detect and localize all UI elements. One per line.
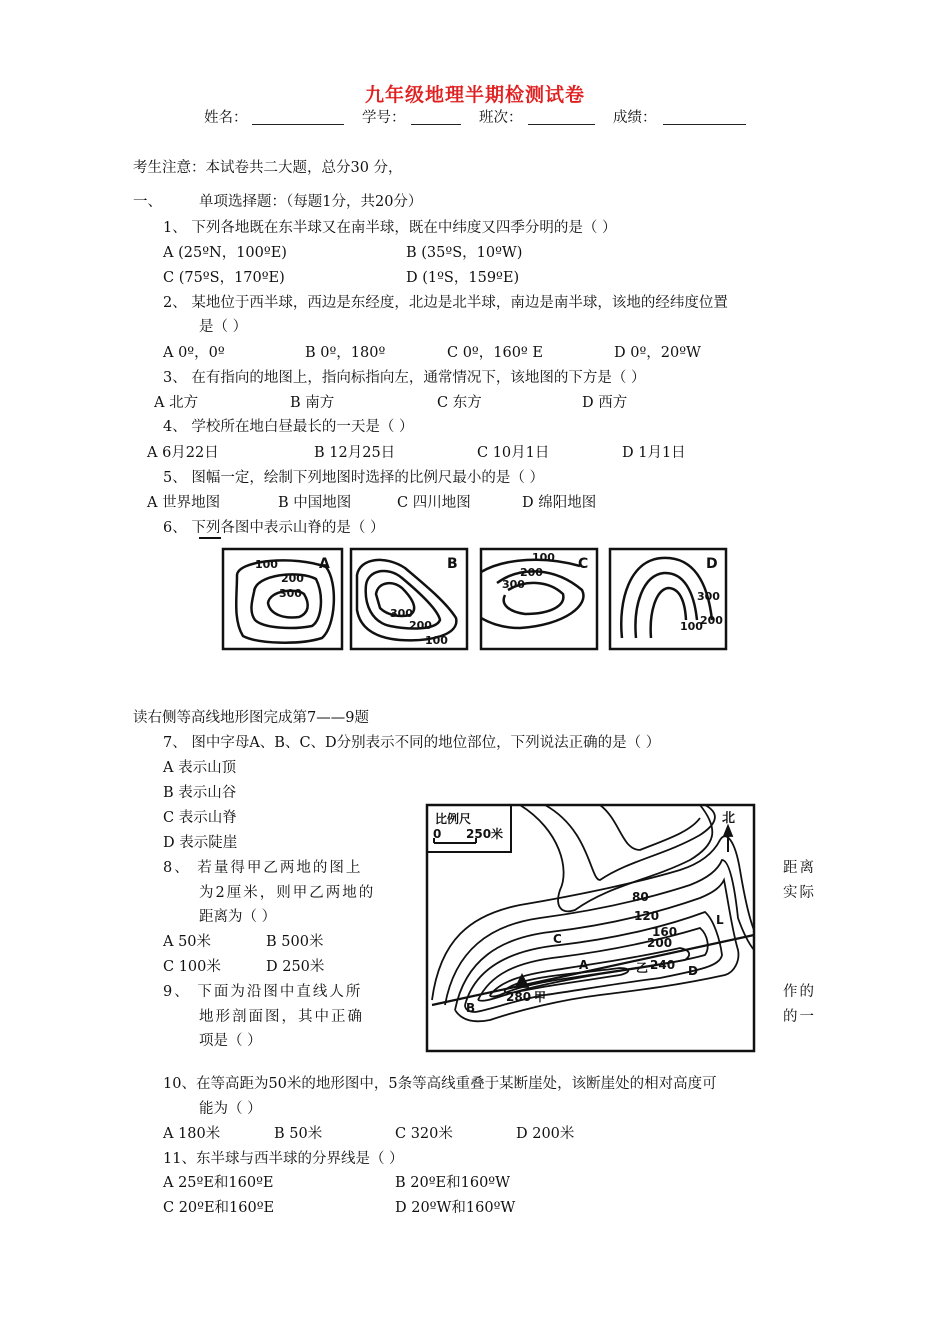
q6d-label-2: 100 [680, 620, 703, 633]
q6b-label-1: 300 [390, 607, 413, 620]
section-title: 单项选择题：（每题1分，共20分） [199, 194, 423, 210]
page-title: 九年级地理半期检测试卷 [364, 84, 585, 106]
q11-option-c: C 20ºE和160ºE [163, 1200, 275, 1216]
point-a-label: A [579, 958, 589, 972]
contour-200: 200 [647, 936, 673, 950]
contour-240: 240 [650, 958, 676, 972]
q11-stem: 11、东半球与西半球的分界线是（ ） [163, 1151, 404, 1167]
q6a-label-1: 100 [255, 558, 278, 571]
q5-option-b: B 中国地图 [278, 495, 352, 511]
north-label: 北 [722, 811, 736, 826]
point-d-label: D [688, 964, 698, 978]
q4-stem: 4、 学校所在地白昼最长的一天是（ ） [163, 419, 414, 435]
q8-option-a: A 50米 [163, 934, 212, 950]
q1-option-d: D (1ºS，159ºE) [406, 270, 520, 286]
q3-option-a: A 北方 [154, 395, 199, 411]
q8-option-d: D 250米 [266, 959, 325, 975]
yi-label: 乙 [636, 961, 649, 975]
q6c-letter: C [578, 556, 589, 572]
q7-stem: 7、 图中字母A、B、C、D分别表示不同的地位部位，下列说法正确的是（ ） [163, 735, 661, 751]
scale-zero: 0 [433, 827, 442, 841]
q6b-label-3: 100 [425, 634, 448, 647]
q3-stem: 3、 在有指向的地图上，指向标指向左，通常情况下，该地图的下方是（ ） [163, 370, 646, 386]
q10-option-d: D 200米 [516, 1126, 575, 1142]
q6d-label-3: 200 [700, 614, 723, 627]
q3-option-d: D 西方 [582, 395, 628, 411]
q9-line1-right: 作的 [783, 984, 816, 1000]
q7-option-b: B 表示山谷 [163, 785, 237, 801]
contour-160: 160 [652, 925, 678, 939]
q1-option-a: A (25ºN，100ºE) [163, 245, 287, 261]
scale-label: 比例尺 [435, 812, 472, 826]
q8-line1-right: 距离 [783, 860, 816, 876]
q10-stem: 10、在等高距为50米的地形图中，5条等高线重叠于某断崖处，该断崖处的相对高度可 [163, 1076, 717, 1092]
name-label: 姓名： [204, 110, 248, 126]
notice-text: 考生注意：本试卷共二大题，总分30 分， [133, 160, 403, 176]
q2-option-a: A 0º，0º [163, 345, 225, 361]
q6a-letter: A [319, 556, 330, 572]
q4-option-b: B 12月25日 [314, 445, 396, 461]
q11-option-b: B 20ºE和160ºW [395, 1175, 511, 1191]
q5-stem: 5、 图幅一定，绘制下列地图时选择的比例尺最小的是（ ） [163, 470, 544, 486]
scale-value: 250米 [466, 827, 504, 841]
contour-80: 80 [632, 890, 649, 904]
point-l-label: L [716, 913, 724, 927]
q10-stem-cont: 能为（ ） [199, 1101, 262, 1117]
q2-stem-cont: 是（ ） [199, 319, 248, 335]
q1-option-b: B (35ºS，10ºW) [406, 245, 523, 261]
q6a-label-2: 200 [281, 572, 304, 585]
q8-line2: 为2厘米，则甲乙两地的 [199, 885, 376, 901]
q6-stem: 6、 下列各图中表示山脊的是（ ） [163, 520, 385, 536]
q9-line1: 9、 下面为沿图中直线人所 [163, 984, 363, 1000]
q10-option-c: C 320米 [395, 1126, 453, 1142]
contour-280: 280 [506, 990, 532, 1004]
read-intro: 读右侧等高线地形图完成第7——9题 [133, 710, 369, 726]
q7-option-a: A 表示山顶 [163, 760, 237, 776]
profile-line [432, 935, 754, 1005]
q11-option-d: D 20ºW和160ºW [395, 1200, 516, 1216]
q6d-letter: D [706, 556, 718, 572]
q2-option-b: B 0º，180º [305, 345, 386, 361]
q9-line3: 项是（ ） [199, 1033, 262, 1049]
q2-option-c: C 0º，160º E [447, 345, 543, 361]
class-label: 班次： [479, 110, 523, 126]
q8-option-b: B 500米 [266, 934, 324, 950]
q5-option-d: D 绵阳地图 [522, 495, 597, 511]
score-label: 成绩： [613, 110, 657, 126]
q7-option-d: D 表示陡崖 [163, 835, 238, 851]
q7-option-c: C 表示山脊 [163, 810, 237, 826]
q6b-letter: B [447, 556, 458, 572]
q2-stem: 2、 某地位于西半球，西边是东经度，北边是北半球，南边是南半球，该地的经纬度位置 [163, 295, 728, 311]
q4-option-c: C 10月1日 [477, 445, 550, 461]
q10-option-b: B 50米 [274, 1126, 323, 1142]
q3-option-c: C 东方 [437, 395, 482, 411]
q9-line2: 地形剖面图，其中正确 [199, 1009, 364, 1025]
jia-label: 甲 [534, 990, 547, 1004]
q1-option-c: C (75ºS，170ºE) [163, 270, 285, 286]
q6c-label-3: 300 [502, 578, 525, 591]
q10-option-a: A 180米 [163, 1126, 221, 1142]
q8-line1: 8、 若量得甲乙两地的图上 [163, 860, 363, 876]
q8-line2-right: 实际 [783, 885, 816, 901]
id-label: 学号： [362, 110, 406, 126]
q11-option-a: A 25ºE和160ºE [163, 1175, 274, 1191]
point-b-label: B [466, 1001, 476, 1015]
q2-option-d: D 0º，20ºW [614, 345, 701, 361]
q6b-label-2: 200 [409, 619, 432, 632]
q5-option-a: A 世界地图 [147, 495, 221, 511]
q3-option-b: B 南方 [290, 395, 335, 411]
q8-option-c: C 100米 [163, 959, 221, 975]
q1-stem: 1、 下列各地既在东半球又在南半球，既在中纬度又四季分明的是（ ） [163, 220, 617, 236]
q6d-label-1: 300 [697, 590, 720, 603]
q9-line2-right: 的一 [783, 1009, 816, 1025]
q8-line3: 距离为（ ） [199, 909, 277, 925]
q5-option-c: C 四川地图 [397, 495, 471, 511]
q6a-label-3: 300 [279, 587, 302, 600]
q6c-label-1: 100 [532, 551, 555, 564]
contour-120: 120 [634, 909, 660, 923]
section-number: 一、 [133, 194, 162, 210]
q4-option-d: D 1月1日 [622, 445, 686, 461]
q6c-label-2: 200 [520, 566, 543, 579]
q4-option-a: A 6月22日 [147, 445, 219, 461]
point-c-label: C [553, 932, 562, 946]
